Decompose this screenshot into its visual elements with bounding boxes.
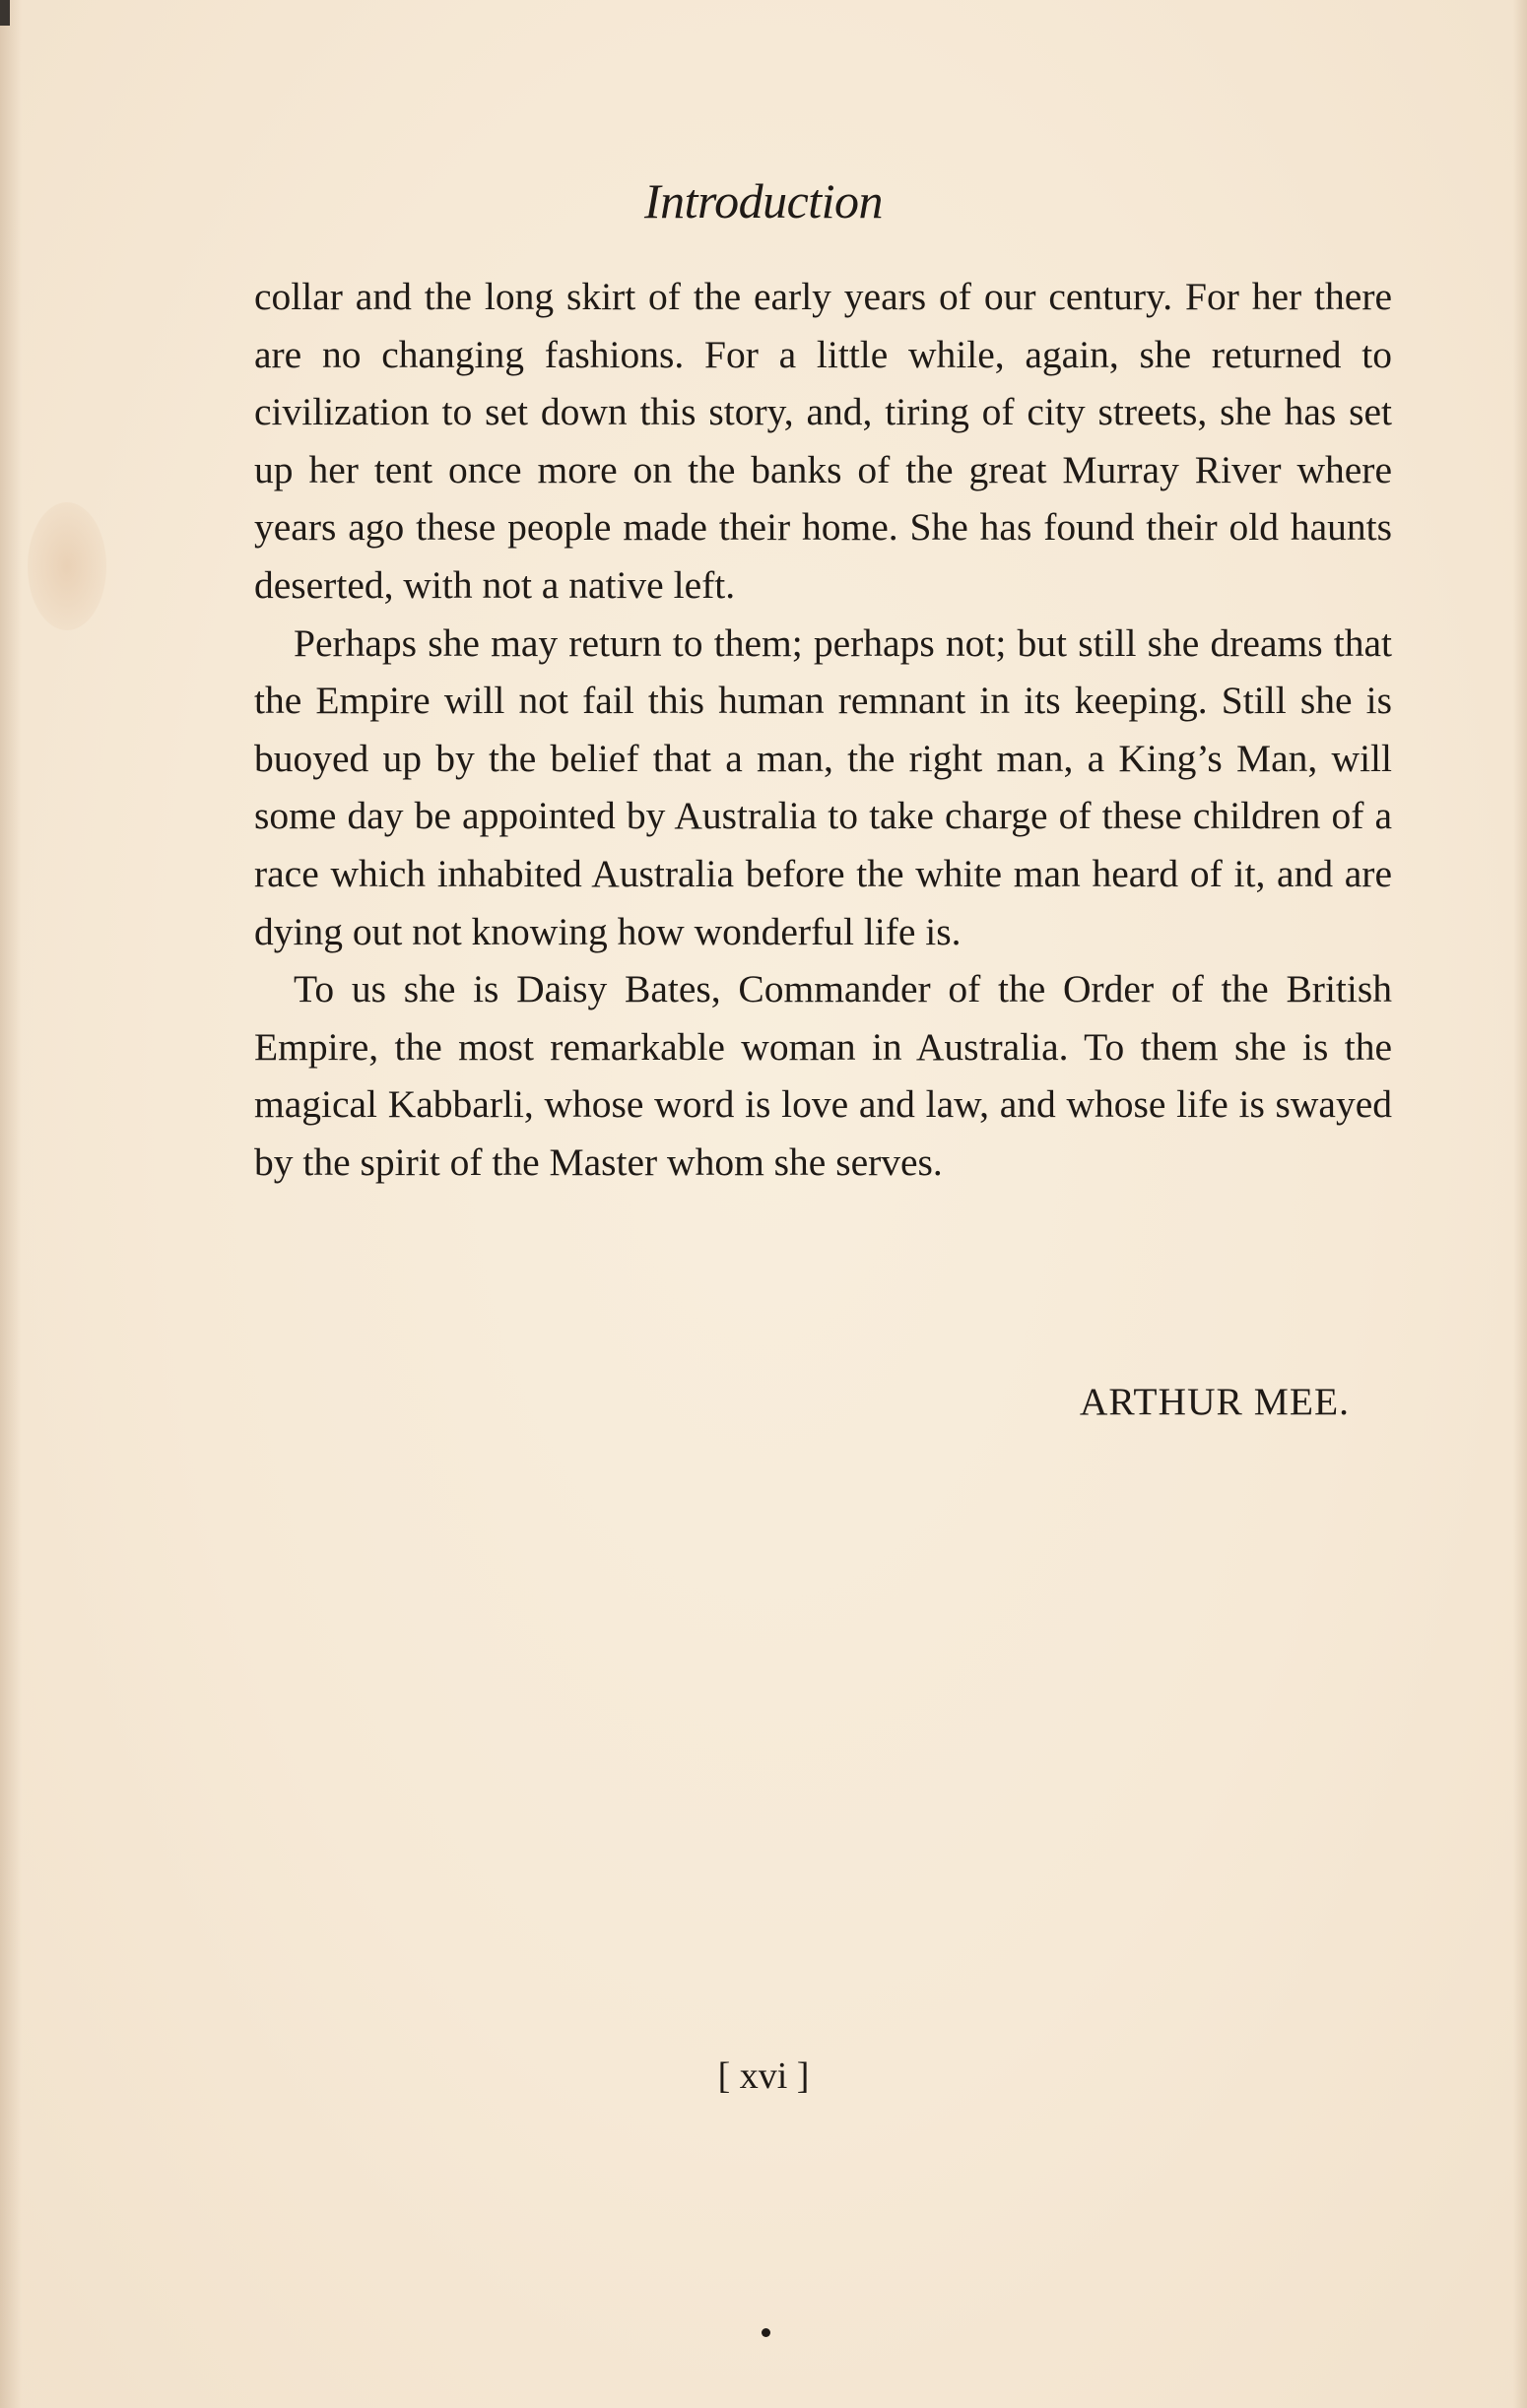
page-edge-shadow-left <box>0 0 22 2408</box>
paragraph-2: Perhaps she may return to them; perhaps not; but still she dreams that the Empire will not fail this human remnant in its keeping. Still she is buoyed up by the belief that a man, the right man, a King’s Man, will some day be appointed by Australia to take charge of these children of a race which inhabited Australia before the white man heard of it, and are dying out not knowing how wonderful life is. <box>254 620 1392 953</box>
running-head: Introduction <box>643 173 884 228</box>
page-number: [ xvi ] <box>717 2055 810 2097</box>
paragraph-3: To us she is Daisy Bates, Commander of the Order of the British Empire, the most remarkable woman in Australia. To them she is the magical Kabbarli, whose word is love and law, and whose life is swayed by the spirit of the Master whom she serves. <box>254 967 1392 1184</box>
paper-stain <box>28 502 106 630</box>
corner-mark <box>0 0 10 26</box>
paragraph-1: collar and the long skirt of the early years of our century. For her there are no changing fashions. For a little while, again, she returned to civilization to set down this story, and, tiring of city streets, she has set up her tent once more on the banks of the great Murray River where years ago these people made their home. She has found their old haunts deserted, with not a native left. <box>254 275 1392 607</box>
page-edge-shadow-right <box>1513 0 1527 2408</box>
author-signature: ARTHUR MEE. <box>1079 1380 1350 1423</box>
body-text <box>254 268 1392 1192</box>
printer-dot <box>762 2328 770 2337</box>
